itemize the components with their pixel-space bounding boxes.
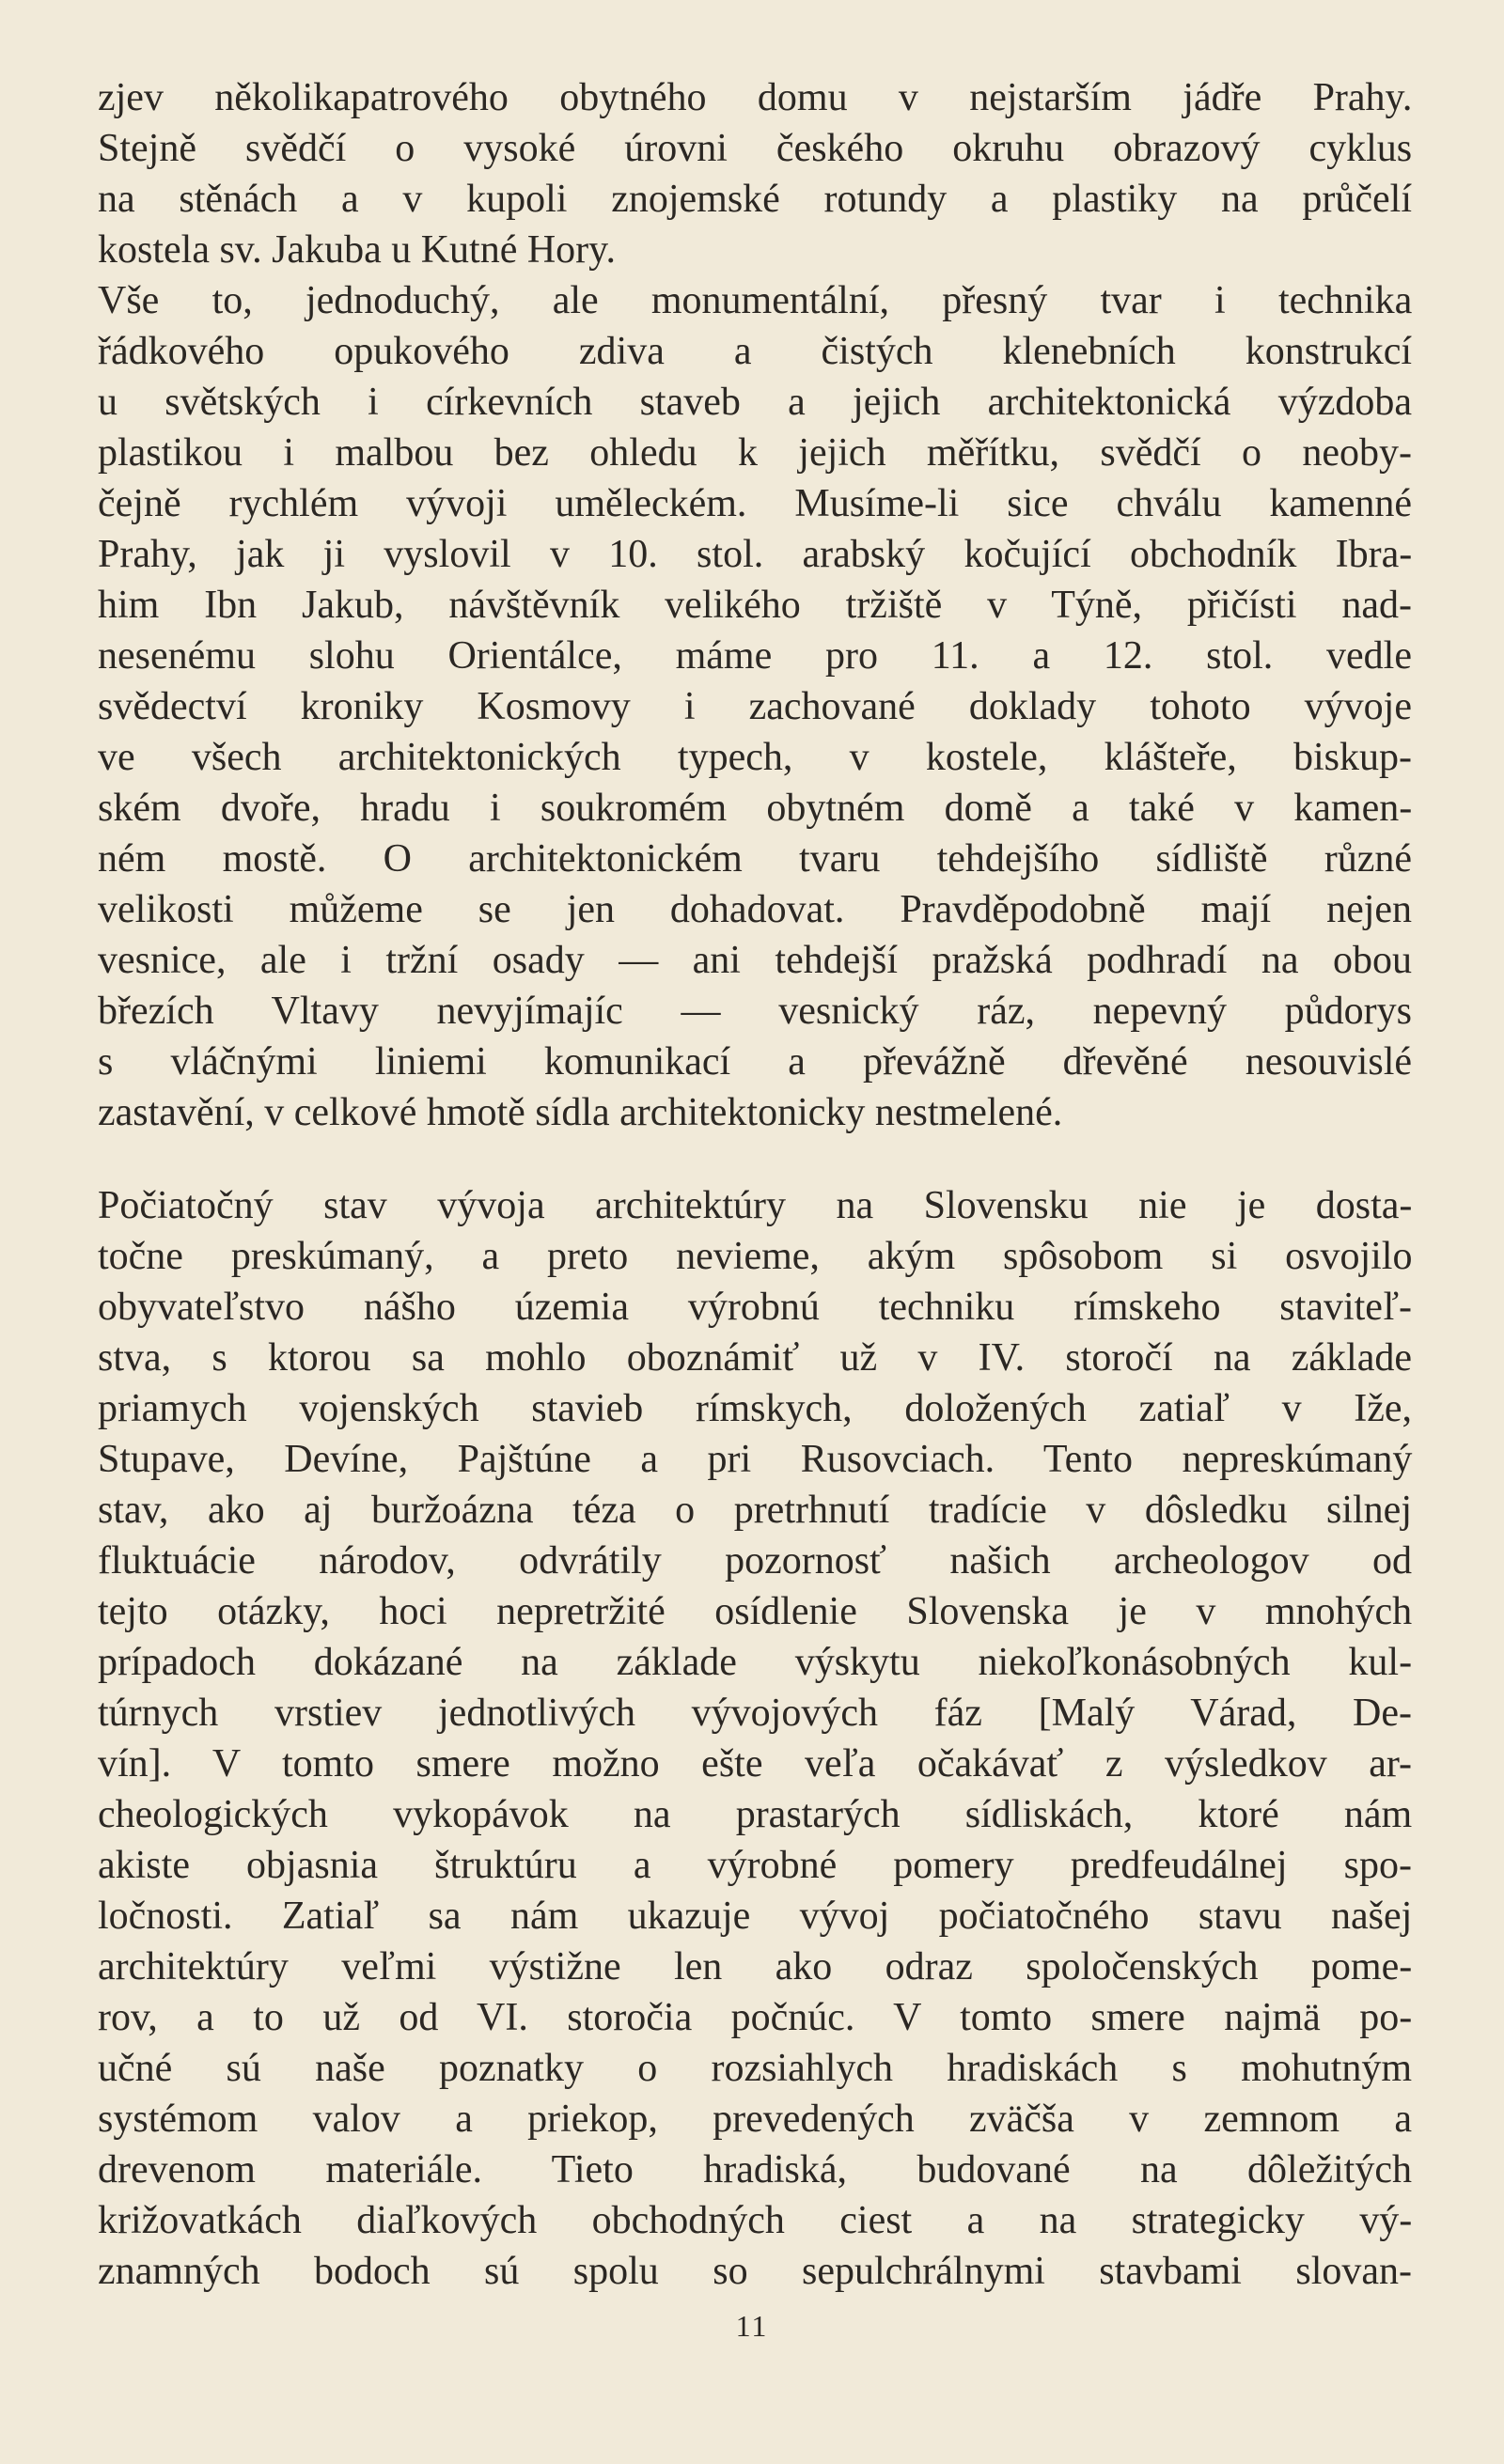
text-line: stav, ako aj buržoázna téza o pretrhnutí tradície v dôsledku silnej bbox=[98, 1489, 1412, 1532]
text-line: architektúry veľmi výstižne len ako odraz spoločenských pome- bbox=[98, 1945, 1413, 1988]
text-line: stva, s ktorou sa mohlo oboznámiť už v IV. storočí na základe bbox=[98, 1336, 1412, 1380]
text-line: ském dvoře, hradu i soukromém obytném domě a také v kamen- bbox=[98, 787, 1413, 830]
text-line: nesenému slohu Orientálce, máme pro 11. a 12. stol. vedle bbox=[98, 634, 1412, 678]
text-line: znamných bodoch sú spolu so sepulchrálnymi stavbami slovan- bbox=[98, 2250, 1412, 2293]
paragraph-slovak bbox=[98, 1180, 1412, 2297]
text-line: na stěnách a v kupoli znojemské rotundy a plastiky na průčelí bbox=[98, 178, 1412, 221]
text-line: drevenom materiále. Tieto hradiská, budované na dôležitých bbox=[98, 2148, 1412, 2191]
text-line: Prahy, jak ji vyslovil v 10. stol. arabský kočující obchodník Ibra- bbox=[98, 533, 1413, 576]
text-line: kostela sv. Jakuba u Kutné Hory. bbox=[98, 228, 616, 272]
text-line: Stejně svědčí o vysoké úrovni českého okruhu obrazový cyklus bbox=[98, 127, 1413, 170]
text-line: čejně rychlém vývoji uměleckém. Musíme-li sice chválu kamenné bbox=[98, 482, 1412, 525]
text-line: vín]. V tomto smere možno ešte veľa očakávať z výsledkov ar- bbox=[98, 1742, 1412, 1786]
text-line: ločnosti. Zatiaľ sa nám ukazuje vývoj počiatočného stavu našej bbox=[98, 1895, 1413, 1938]
text-line: prípadoch dokázané na základe výskytu niekoľkonásobných kul- bbox=[98, 1641, 1413, 1684]
text-line: vesnice, ale i tržní osady — ani tehdejší pražská podhradí na obou bbox=[98, 939, 1412, 982]
text-line: velikosti můžeme se jen dohadovat. Pravděpodobně mají nejen bbox=[98, 888, 1413, 931]
paragraph-czech bbox=[98, 72, 1412, 1138]
text-line: Stupave, Devíne, Pajštúne a pri Rusovciach. Tento nepreskúmaný bbox=[98, 1438, 1413, 1481]
text-line: plastikou i malbou bez ohledu k jejich měřítku, svědčí o neoby- bbox=[98, 431, 1412, 475]
text-line: ném mostě. O architektonickém tvaru tehdejšího sídliště různé bbox=[98, 837, 1412, 881]
text-line: učné sú naše poznatky o rozsiahlych hradiskách s mohutným bbox=[98, 2047, 1413, 2090]
text-line: zastavění, v celkové hmotě sídla architektonicky nestmelené. bbox=[98, 1091, 1063, 1134]
text-line: priamych vojenských stavieb rímskych, doložených zatiaľ v Iže, bbox=[98, 1387, 1412, 1430]
text-line: fluktuácie národov, odvrátily pozornosť našich archeologov od bbox=[98, 1539, 1412, 1583]
text-line: s vláčnými liniemi komunikací a převážně dřevěné nesouvislé bbox=[98, 1040, 1412, 1084]
text-line: řádkového opukového zdiva a čistých klenebních konstrukcí bbox=[98, 330, 1413, 373]
text-line: cheologických vykopávok na prastarých sídliskách, ktoré nám bbox=[98, 1793, 1413, 1836]
text-line: Vše to, jednoduchý, ale monumentální, přesný tvar i technika bbox=[98, 279, 1413, 322]
text-line: ve všech architektonických typech, v kostele, klášteře, biskup- bbox=[98, 736, 1412, 779]
text-line: u světských i církevních staveb a jejich architektonická výzdoba bbox=[98, 381, 1412, 424]
text-line: križovatkách diaľkových obchodných ciest a na strategicky vý- bbox=[98, 2199, 1413, 2242]
text-line: tejto otázky, hoci nepretržité osídlenie Slovenska je v mnohých bbox=[98, 1590, 1413, 1633]
text-line: systémom valov a priekop, prevedených zväčša v zemnom a bbox=[98, 2098, 1412, 2141]
text-line: obyvateľstvo nášho územia výrobnú techniku rímskeho staviteľ- bbox=[98, 1286, 1412, 1329]
text-line: březích Vltavy nevyjímajíc — vesnický ráz, nepevný půdorys bbox=[98, 990, 1412, 1033]
text-line: rov, a to už od VI. storočia počnúc. V tomto smere najmä po- bbox=[98, 1996, 1413, 2039]
page-number: 11 bbox=[735, 2309, 769, 2343]
text-line: svědectví kroniky Kosmovy i zachované doklady tohoto vývoje bbox=[98, 685, 1412, 728]
text-line: túrnych vrstiev jednotlivých vývojových fáz [Malý Várad, De- bbox=[98, 1692, 1412, 1735]
text-line: akiste objasnia štruktúru a výrobné pomery predfeudálnej spo- bbox=[98, 1844, 1412, 1887]
text-line: him Ibn Jakub, návštěvník velikého tržiště v Týně, přičísti nad- bbox=[98, 584, 1412, 627]
text-line: zjev několikapatrového obytného domu v nejstarším jádře Prahy. bbox=[98, 76, 1413, 119]
text-line: točne preskúmaný, a preto nevieme, akým spôsobom si osvojilo bbox=[98, 1235, 1413, 1278]
text-line: Počiatočný stav vývoja architektúry na Slovensku nie je dosta- bbox=[98, 1184, 1413, 1227]
